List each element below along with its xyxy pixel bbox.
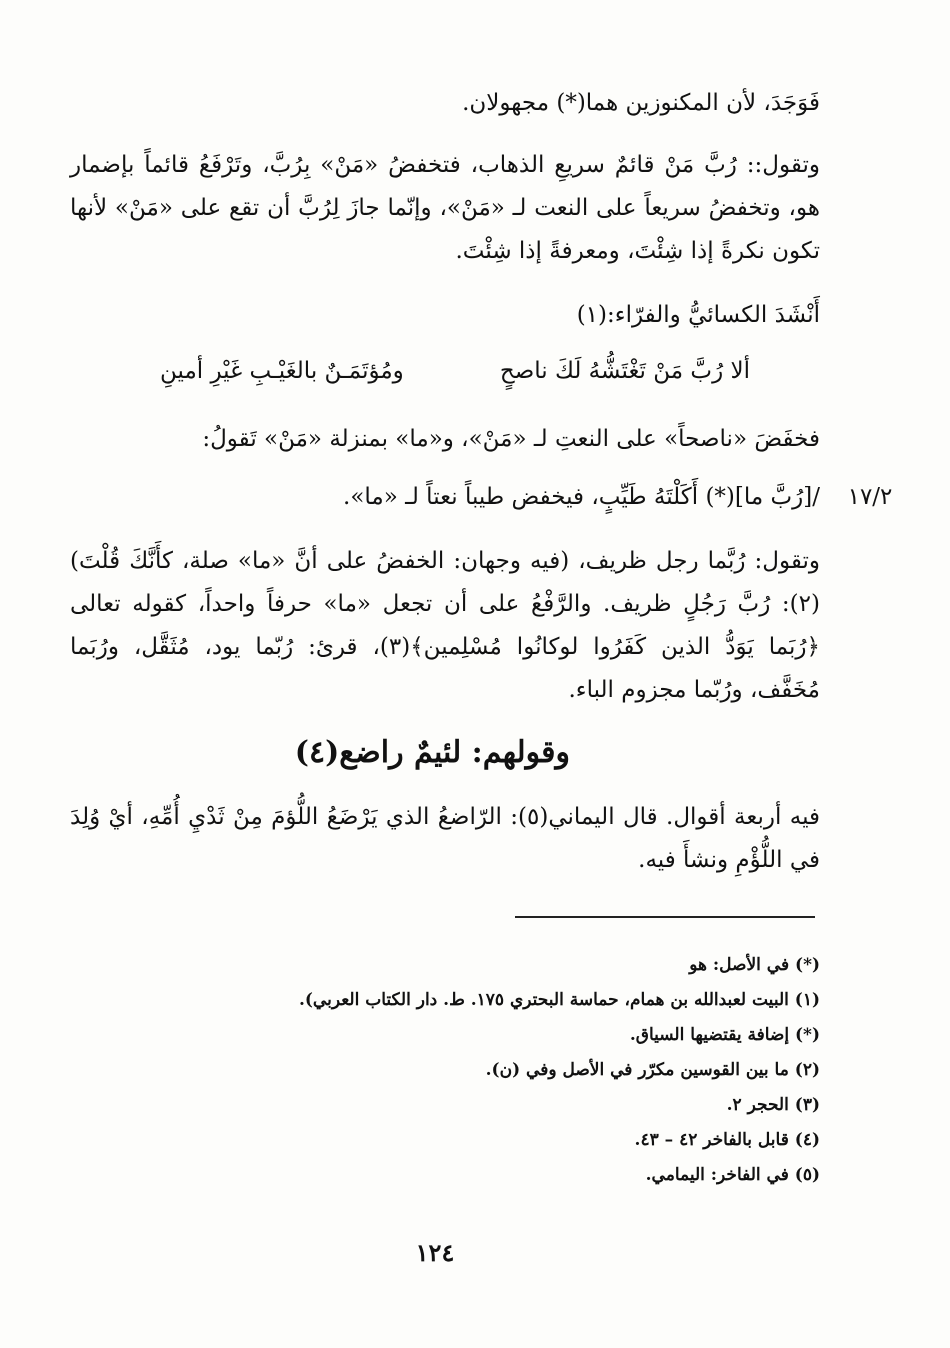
paragraph-2: وتقول:: رُبَّ مَنْ قائمٌ سريعِ الذهاب، فتخفضُ «مَنْ» بِرُبَّ، وتَرْفَعُ قائماً بإضمار هو، وتخفضُ سريعاً على النعت لـ «مَنْ»، وإنّما جازَ لِرُبَّ أن تقع على «مَنْ» لأنها تكون نكرةً إذا شِئْتَ، ومعرفةً إذا شِئْتَ. bbox=[70, 152, 820, 264]
footnote: (٥) في الفاخر: اليمامي. bbox=[645, 1165, 820, 1185]
footnote: (٤) قابل بالفاخر ٤٢ – ٤٣. bbox=[634, 1130, 820, 1150]
footnote: (٣) الحجر ٢. bbox=[726, 1095, 820, 1115]
paragraph-5: /[رُبَّ ما](*) أَكَلْتَهُ طَيِّبٍ، فيخفض طيباً نعتاً لـ «ما». bbox=[343, 484, 820, 510]
page-number: ١٢٤ bbox=[415, 1238, 455, 1267]
paragraph-1: فَوَجَدَ، لأن المكنوزين هما(*) مجهولان. bbox=[462, 90, 820, 116]
paragraph-6: وتقول: رُبَّما رجل ظريف، (فيه وجهان: الخفضُ على أنَّ «ما» صلة، كأَنَّكَ قُلْتَ)(٢): رُبَّ رَجُلٍ ظريف. والرَّفْعُ على أن تجعل «ما» حرفاً واحداً، كقوله تعالى ﴿رُبَما يَوَدُّ الذين كَفَرُوا لوكانُوا مُسْلِمين﴾(٣)، قرئ: رُبّما يود، مُثَقَّل، ورُبَما مُخَفَّف، ورُبّما مجزوم الباء. bbox=[70, 548, 820, 703]
footnote: (*) إضافة يقتضيها السياق. bbox=[629, 1025, 820, 1045]
paragraph-7: فيه أربعة أقوال. قال اليماني(٥): الرّاضعُ الذي يَرْضَعُ اللُّؤمَ مِنْ ثَدْيِ أُمِّهِ، أيْ وُلِدَ في اللُّؤْمِ ونشأَ فيه. bbox=[70, 804, 820, 873]
paragraph-4: فخفَضَ «ناصحاً» على النعتِ لـ «مَنْ»، و«ما» بمنزلة «مَنْ» تَقولُ: bbox=[202, 426, 820, 452]
footnote: (٢) ما بين القوسين مكرّر في الأصل وفي (ن). bbox=[485, 1060, 820, 1080]
footnote: (*) في الأصل: هو bbox=[689, 955, 820, 975]
margin-reference: ١٧/٢ bbox=[847, 484, 893, 510]
verse-second-hemistich: ومُؤتَمَـنٌ بالغَيْـبِ غَيْرِ أمينِ bbox=[160, 358, 404, 384]
footnote-separator bbox=[515, 916, 815, 918]
section-heading: وقولهم: لئيمٌ راضع(٤) bbox=[294, 735, 570, 770]
verse-first-hemistich: ألا رُبَّ مَنْ تَغْتَشُّهُ لَكَ ناصحٍ bbox=[499, 358, 750, 384]
paragraph-3: أَنْشَدَ الكسائيُّ والفرّاء:(١) bbox=[576, 302, 820, 328]
footnote: (١) البيت لعبدالله بن همام، حماسة البحتري ١٧٥. ط. دار الكتاب العربي). bbox=[298, 990, 820, 1010]
